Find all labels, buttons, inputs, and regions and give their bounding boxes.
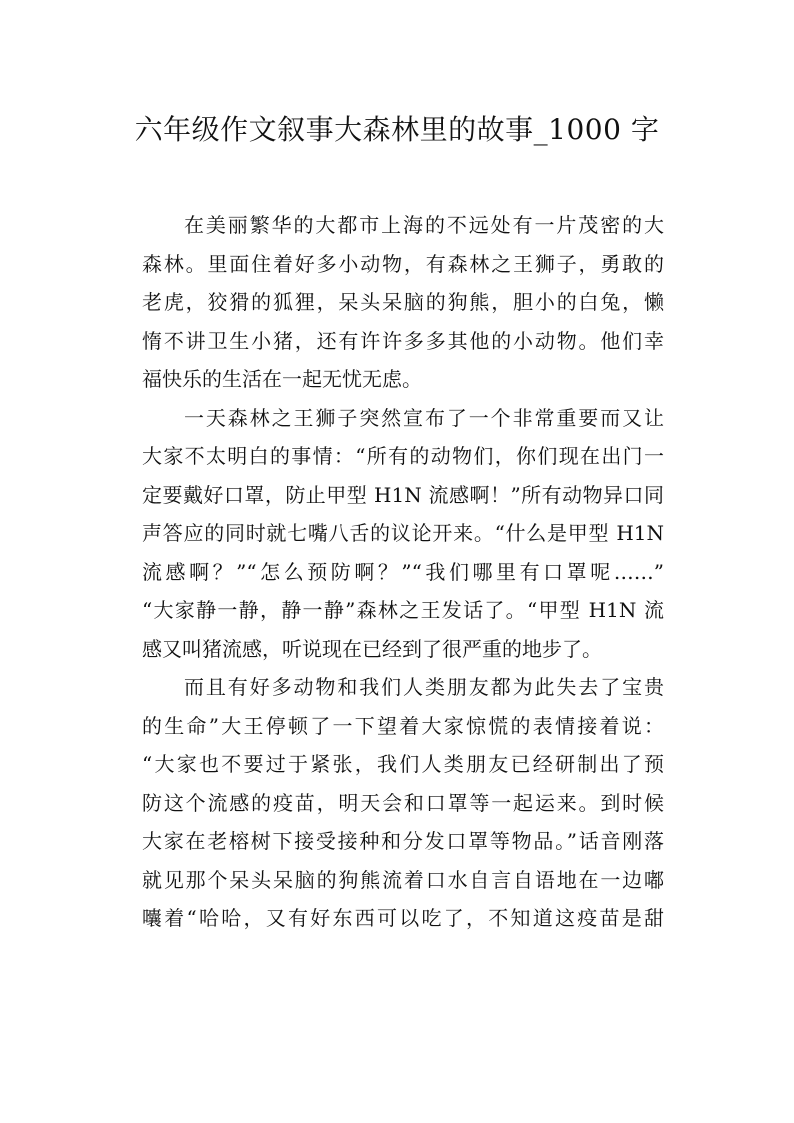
text-line: 就见那个呆头呆脑的狗熊流着口水自言自语地在一边嘟 (142, 867, 664, 892)
text-line: 感又叫猪流感，听说现在已经到了很严重的地步了。 (142, 636, 602, 661)
text-line: 老虎，狡猾的狐狸，呆头呆脑的狗熊，胆小的白兔，懒 (142, 290, 664, 314)
document-body (142, 206, 664, 938)
document-title: 六年级作文叙事大森林里的故事_1000 字 (134, 113, 660, 146)
text-line: 一天森林之王狮子突然宣布了一个非常重要而又让 (184, 405, 664, 430)
text-line: 防这个流感的疫苗，明天会和口罩等一起运来。到时候 (142, 790, 664, 815)
text-line: 声答应的同时就七嘴八舌的议论开来。“什么是甲型 H1N (142, 521, 664, 545)
text-line: “大家也不要过于紧张，我们人类朋友已经研制出了预 (142, 752, 664, 776)
text-line: 的生命”大王停顿了一下望着大家惊慌的表情接着说： (142, 713, 664, 738)
text-line: “大家静一静，静一静”森林之王发话了。“甲型 H1N 流 (142, 598, 664, 622)
text-line: 福快乐的生活在一起无忧无虑。 (142, 367, 422, 391)
text-line: 惰不讲卫生小猪，还有许许多多其他的小动物。他们幸 (142, 328, 664, 353)
text-line: 定要戴好口罩，防止甲型 H1N 流感啊！”所有动物异口同 (142, 482, 664, 507)
text-line: 大家不太明白的事情：“所有的动物们，你们现在出门一 (142, 444, 664, 468)
text-line: 在美丽繁华的大都市上海的不远处有一片茂密的大 (184, 213, 664, 237)
text-line: 大家在老榕树下接受接种和分发口罩等物品。”话音刚落 (142, 829, 664, 853)
text-line: 而且有好多动物和我们人类朋友都为此失去了宝贵 (184, 675, 664, 699)
text-line: 囔着“哈哈，又有好东西可以吃了，不知道这疫苗是甜 (142, 906, 664, 930)
text-line: 森林。里面住着好多小动物，有森林之王狮子，勇敢的 (142, 251, 664, 276)
text-line: 流感啊？”“怎么预防啊？”“我们哪里有口罩呢……” (142, 559, 664, 584)
